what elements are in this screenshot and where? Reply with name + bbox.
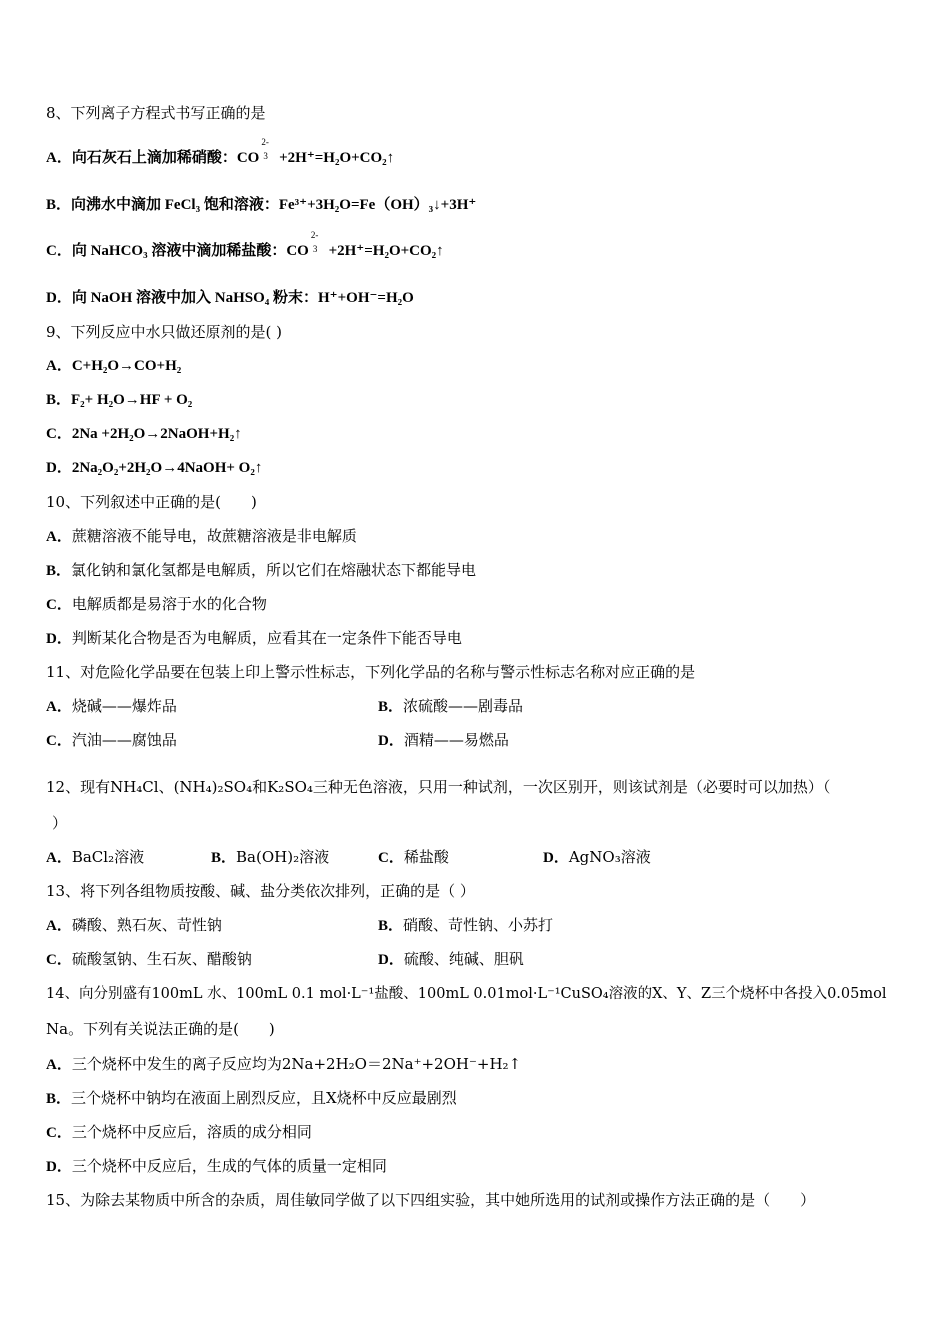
q9-option-d: [46, 458, 262, 478]
q13-option-c: [46, 949, 252, 970]
option-label: D．: [378, 952, 404, 968]
option-label: D．: [46, 290, 72, 306]
q9-option-a: [46, 356, 181, 376]
option-label: C．: [378, 850, 404, 866]
q11-stem: 11、对危险化学品要在包装上印上警示性标志，下列化学品的名称与警示性标志名称对应正确的是: [46, 663, 696, 681]
q14-stem-2: Na。下列有关说法正确的是( ): [46, 1020, 275, 1038]
option-text: 硝酸、苛性钠、小苏打: [403, 916, 554, 934]
q11-option-c: [46, 730, 177, 751]
option-label: B．: [211, 850, 237, 866]
option-label: B．: [378, 699, 404, 715]
option-label: C．: [46, 243, 72, 259]
option-label: B．: [378, 918, 404, 934]
q10-option-c: [46, 594, 267, 615]
q13-option-d: [378, 949, 524, 970]
q13-option-a: [46, 915, 222, 936]
q8-option-b: [46, 195, 476, 215]
option-text-rest: +2H⁺=H₂O+CO₂↑: [324, 243, 444, 259]
q14-option-a: [46, 1054, 521, 1075]
option-text: 2Na₂O₂+2H₂O→4NaOH+ O₂↑: [71, 460, 263, 476]
option-label: A．: [46, 358, 72, 374]
option-text: 硫酸、纯碱、胆矾: [403, 950, 524, 968]
option-text: 汽油——腐蚀品: [71, 731, 177, 749]
q8-option-c: [46, 230, 444, 261]
option-label: A．: [46, 150, 72, 166]
q8-option-d: [46, 288, 414, 308]
q10-stem: 10、下列叙述中正确的是( ): [46, 493, 257, 511]
q11-option-d: [378, 730, 509, 751]
option-label: A．: [46, 1057, 72, 1073]
option-label: B．: [46, 563, 72, 579]
option-text: 磷酸、熟石灰、苛性钠: [71, 916, 222, 934]
q8-stem: 8、下列离子方程式书写正确的是: [46, 104, 266, 122]
q9-option-c: [46, 424, 242, 444]
option-text: 三个烧杯中反应后，生成的气体的质量一定相同: [71, 1157, 387, 1175]
q12-stem: 12、现有NH₄Cl、(NH₄)₂SO₄和K₂SO₄三种无色溶液，只用一种试剂，一次区别开，则该试剂是（必要时可以加热）（: [46, 778, 831, 796]
option-text: C+H₂O→CO+H₂: [71, 358, 182, 374]
option-text: 向 NaOH 溶液中加入 NaHSO₄ 粉末：H⁺+OH⁻=H₂O: [71, 290, 414, 306]
co3-charge: 2- 3: [310, 230, 319, 254]
option-label: A．: [46, 529, 72, 545]
q15-stem: 15、为除去某物质中所含的杂质，周佳敏同学做了以下四组实验，其中她所选用的试剂或操作方法正确的是（ ）: [46, 1191, 816, 1209]
q9-stem: 9、下列反应中水只做还原剂的是( ): [46, 323, 283, 341]
option-label: A．: [46, 699, 72, 715]
option-text: F₂+ H₂O→HF + O₂: [71, 392, 193, 408]
option-text: 稀盐酸: [403, 848, 449, 866]
q10-option-d: [46, 628, 462, 649]
q10-option-a: [46, 526, 357, 547]
option-label: C．: [46, 733, 72, 749]
q12-stem-end: ）: [52, 814, 68, 832]
q12-option-d: [543, 847, 651, 868]
option-text-rest: +2H⁺=H₂O+CO₂↑: [275, 150, 395, 166]
option-label: C．: [46, 426, 72, 442]
option-label: D．: [543, 850, 569, 866]
co3-charge: 2- 3: [261, 137, 269, 161]
option-text: 2Na +2H₂O→2NaOH+H₂↑: [71, 426, 242, 442]
option-label: D．: [46, 1159, 72, 1175]
option-label: C．: [46, 1125, 72, 1141]
option-label: B．: [46, 392, 72, 408]
q10-option-b: [46, 560, 476, 581]
option-text: 向沸水中滴加 FeCl₃ 饱和溶液：Fe³⁺+3H₂O=Fe（OH）₃↓+3H⁺: [71, 197, 477, 213]
option-text: BaCl₂溶液: [71, 848, 145, 866]
option-text: 浓硫酸——剧毒品: [403, 697, 524, 715]
q9-option-b: [46, 390, 192, 410]
q14-option-d: [46, 1156, 387, 1177]
option-text: 氯化钠和氯化氢都是电解质，所以它们在熔融状态下都能导电: [71, 561, 477, 579]
q13-option-b: [378, 915, 553, 936]
option-text: 电解质都是易溶于水的化合物: [71, 595, 267, 613]
option-text: Ba(OH)₂溶液: [236, 848, 330, 866]
q14-option-c: [46, 1122, 312, 1143]
q12-option-a: [46, 847, 144, 868]
option-label: D．: [378, 733, 404, 749]
q11-option-b: [378, 696, 523, 717]
option-label: A．: [46, 918, 72, 934]
q12-option-c: [378, 847, 449, 868]
q13-stem: 13、将下列各组物质按酸、碱、盐分类依次排列，正确的是（ ）: [46, 882, 475, 900]
q14-option-b: [46, 1088, 457, 1109]
option-label: B．: [46, 1091, 72, 1107]
q12-option-b: [211, 847, 329, 868]
q14-stem: 14、向分别盛有100mL 水、100mL 0.1 mol·L⁻¹盐酸、100mL 0.01mol·L⁻¹CuSO₄溶液的X、Y、Z三个烧杯中各投入0.05mol: [46, 986, 887, 1002]
option-text: 蔗糖溶液不能导电，故蔗糖溶液是非电解质: [71, 527, 357, 545]
option-label: D．: [46, 631, 72, 647]
option-label: D．: [46, 460, 72, 476]
option-label: C．: [46, 597, 72, 613]
q8-option-a: [46, 137, 395, 168]
option-label: B．: [46, 197, 72, 213]
option-text: 三个烧杯中发生的离子反应均为2Na+2H₂O＝2Na⁺+2OH⁻+H₂↑: [71, 1055, 522, 1073]
option-text: 向石灰石上滴加稀硝酸：CO: [71, 150, 260, 166]
option-text: 判断某化合物是否为电解质，应看其在一定条件下能否导电: [71, 629, 462, 647]
option-text: 三个烧杯中反应后，溶质的成分相同: [71, 1123, 312, 1141]
option-label: A．: [46, 850, 72, 866]
option-text: 硫酸氢钠、生石灰、醋酸钠: [71, 950, 252, 968]
option-text: 三个烧杯中钠均在液面上剧烈反应，且X烧杯中反应最剧烈: [71, 1089, 457, 1107]
option-text: 向 NaHCO₃ 溶液中滴加稀盐酸：CO: [71, 243, 309, 259]
option-label: C．: [46, 952, 72, 968]
option-text: 酒精——易燃品: [403, 731, 509, 749]
q11-option-a: [46, 696, 177, 717]
option-text: AgNO₃溶液: [568, 848, 651, 866]
option-text: 烧碱——爆炸品: [71, 697, 177, 715]
